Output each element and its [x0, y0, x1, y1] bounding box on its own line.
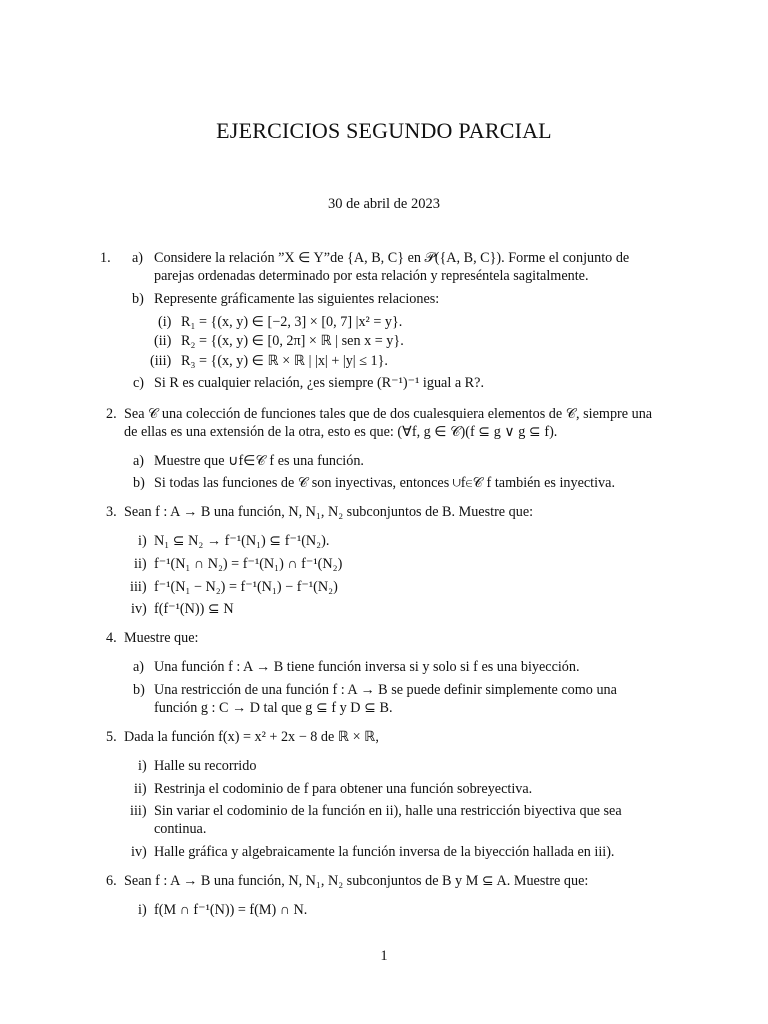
exercise-6-text: Sean f : A → B una función, N, N₁, N₂ subconjuntos de B y M ⊆ A. Muestre que:: [124, 873, 589, 889]
exercise-1c-label: c): [133, 375, 145, 391]
exercise-3i-label: i): [138, 533, 147, 549]
exercise-5ii-label: ii): [134, 781, 147, 797]
exercise-1b-r1-text: R₁ = {(x, y) ∈ [−2, 3] × [0, 7] |x² = y}.: [181, 314, 403, 330]
exercise-3iv-text: f(f⁻¹(N)) ⊆ N: [154, 601, 234, 617]
exercise-1c-text: Si R es cualquier relación, ¿es siempre (R⁻¹)⁻¹ igual a R?.: [154, 375, 484, 391]
exercise-1b-r2-label: (ii): [154, 333, 172, 349]
exercise-2-text-line1: Sea 𝒞 una colección de funciones tales que de dos cualesquiera elementos de 𝒞, siempre una: [124, 406, 653, 422]
exercise-5iii-text-line1: Sin variar el codominio de la función en ii), halle una restricción biyectiva que sea: [154, 803, 622, 819]
exercise-3i-text: N₁ ⊆ N₂ → f⁻¹(N₁) ⊆ f⁻¹(N₂).: [154, 533, 330, 549]
exercise-4a-label: a): [133, 659, 145, 675]
exercise-2a-text: Muestre que ∪f∈𝒞 f es una función.: [154, 453, 364, 469]
exercise-3ii-label: ii): [134, 556, 147, 572]
exercise-3iii-text: f⁻¹(N₁ − N₂) = f⁻¹(N₁) − f⁻¹(N₂): [154, 579, 338, 595]
exercise-1b-r3-text: R₃ = {(x, y) ∈ ℝ × ℝ | |x| + |y| ≤ 1}.: [181, 353, 388, 369]
exercise-4-number: 4.: [106, 630, 117, 646]
exercise-1b-r2-text: R₂ = {(x, y) ∈ [0, 2π] × ℝ | sen x = y}.: [181, 333, 404, 349]
exercise-3-text: Sean f : A → B una función, N, N₁, N₂ subconjuntos de B. Muestre que:: [124, 504, 534, 520]
exercise-5iii-label: iii): [130, 803, 147, 819]
exercise-5iv-text: Halle gráfica y algebraicamente la función inversa de la biyección hallada en iii).: [154, 844, 615, 860]
exercise-3iii-label: iii): [130, 579, 147, 595]
exercise-3iv-label: iv): [131, 601, 147, 617]
exercise-4b-text-line2: función g : C → D tal que g ⊆ f y D ⊆ B.: [154, 700, 393, 716]
exercise-2-text-line2: de ellas es una extensión de la otra, esto es que: (∀f, g ∈ 𝒞)(f ⊆ g ∨ g ⊆ f).: [124, 424, 558, 440]
exercise-6i-text: f(M ∩ f⁻¹(N)) = f(M) ∩ N.: [154, 902, 308, 918]
exercise-6i-label: i): [138, 902, 147, 918]
exercise-5ii-text: Restrinja el codominio de f para obtener una función sobreyectiva.: [154, 781, 533, 797]
page-title: EJERCICIOS SEGUNDO PARCIAL: [216, 118, 552, 143]
exercise-1a-text-line2: parejas ordenadas determinado por esta relación y represéntela sagitalmente.: [154, 268, 589, 284]
exercise-6-number: 6.: [106, 873, 117, 889]
exercise-4-text: Muestre que:: [124, 630, 199, 646]
exercise-5iv-label: iv): [131, 844, 147, 860]
exercise-1a-label: a): [132, 250, 144, 266]
exercise-5i-label: i): [138, 758, 147, 774]
exercise-3ii-text: f⁻¹(N₁ ∩ N₂) = f⁻¹(N₁) ∩ f⁻¹(N₂): [154, 556, 343, 572]
exercise-1b-r1-label: (i): [158, 314, 172, 330]
exercise-1b-label: b): [132, 291, 144, 307]
exercise-1a-text-line1: Considere la relación ”X ∈ Y”de {A, B, C} en 𝒫({A, B, C}). Forme el conjunto de: [154, 250, 630, 266]
exercise-5-number: 5.: [106, 729, 117, 745]
exercise-1-number: 1.: [100, 250, 111, 266]
exercise-2b-label: b): [133, 475, 145, 491]
exercise-5-text: Dada la función f(x) = x² + 2x − 8 de ℝ × ℝ,: [124, 729, 379, 745]
exercise-4b-text-line1: Una restricción de una función f : A → B se puede definir simplemente como una: [154, 682, 617, 698]
page-number: 1: [380, 948, 388, 964]
exercise-1b-text: Represente gráficamente las siguientes relaciones:: [154, 291, 440, 307]
exercise-2a-label: a): [133, 453, 145, 469]
exercise-4b-label: b): [133, 682, 145, 698]
exercise-4a-text: Una función f : A → B tiene función inversa si y solo si f es una biyección.: [154, 659, 580, 675]
exercise-1b-r3-label: (iii): [150, 353, 172, 369]
exercise-5iii-text-line2: continua.: [154, 821, 207, 837]
exercise-5i-text: Halle su recorrido: [154, 758, 257, 774]
exercise-2-number: 2.: [106, 406, 117, 422]
exercise-2b-text: Si todas las funciones de 𝒞 son inyectivas, entonces ∪f∈𝒞 f también es inyectiva.: [154, 475, 615, 491]
exercise-3-number: 3.: [106, 504, 117, 520]
document-date: 30 de abril de 2023: [328, 196, 440, 212]
